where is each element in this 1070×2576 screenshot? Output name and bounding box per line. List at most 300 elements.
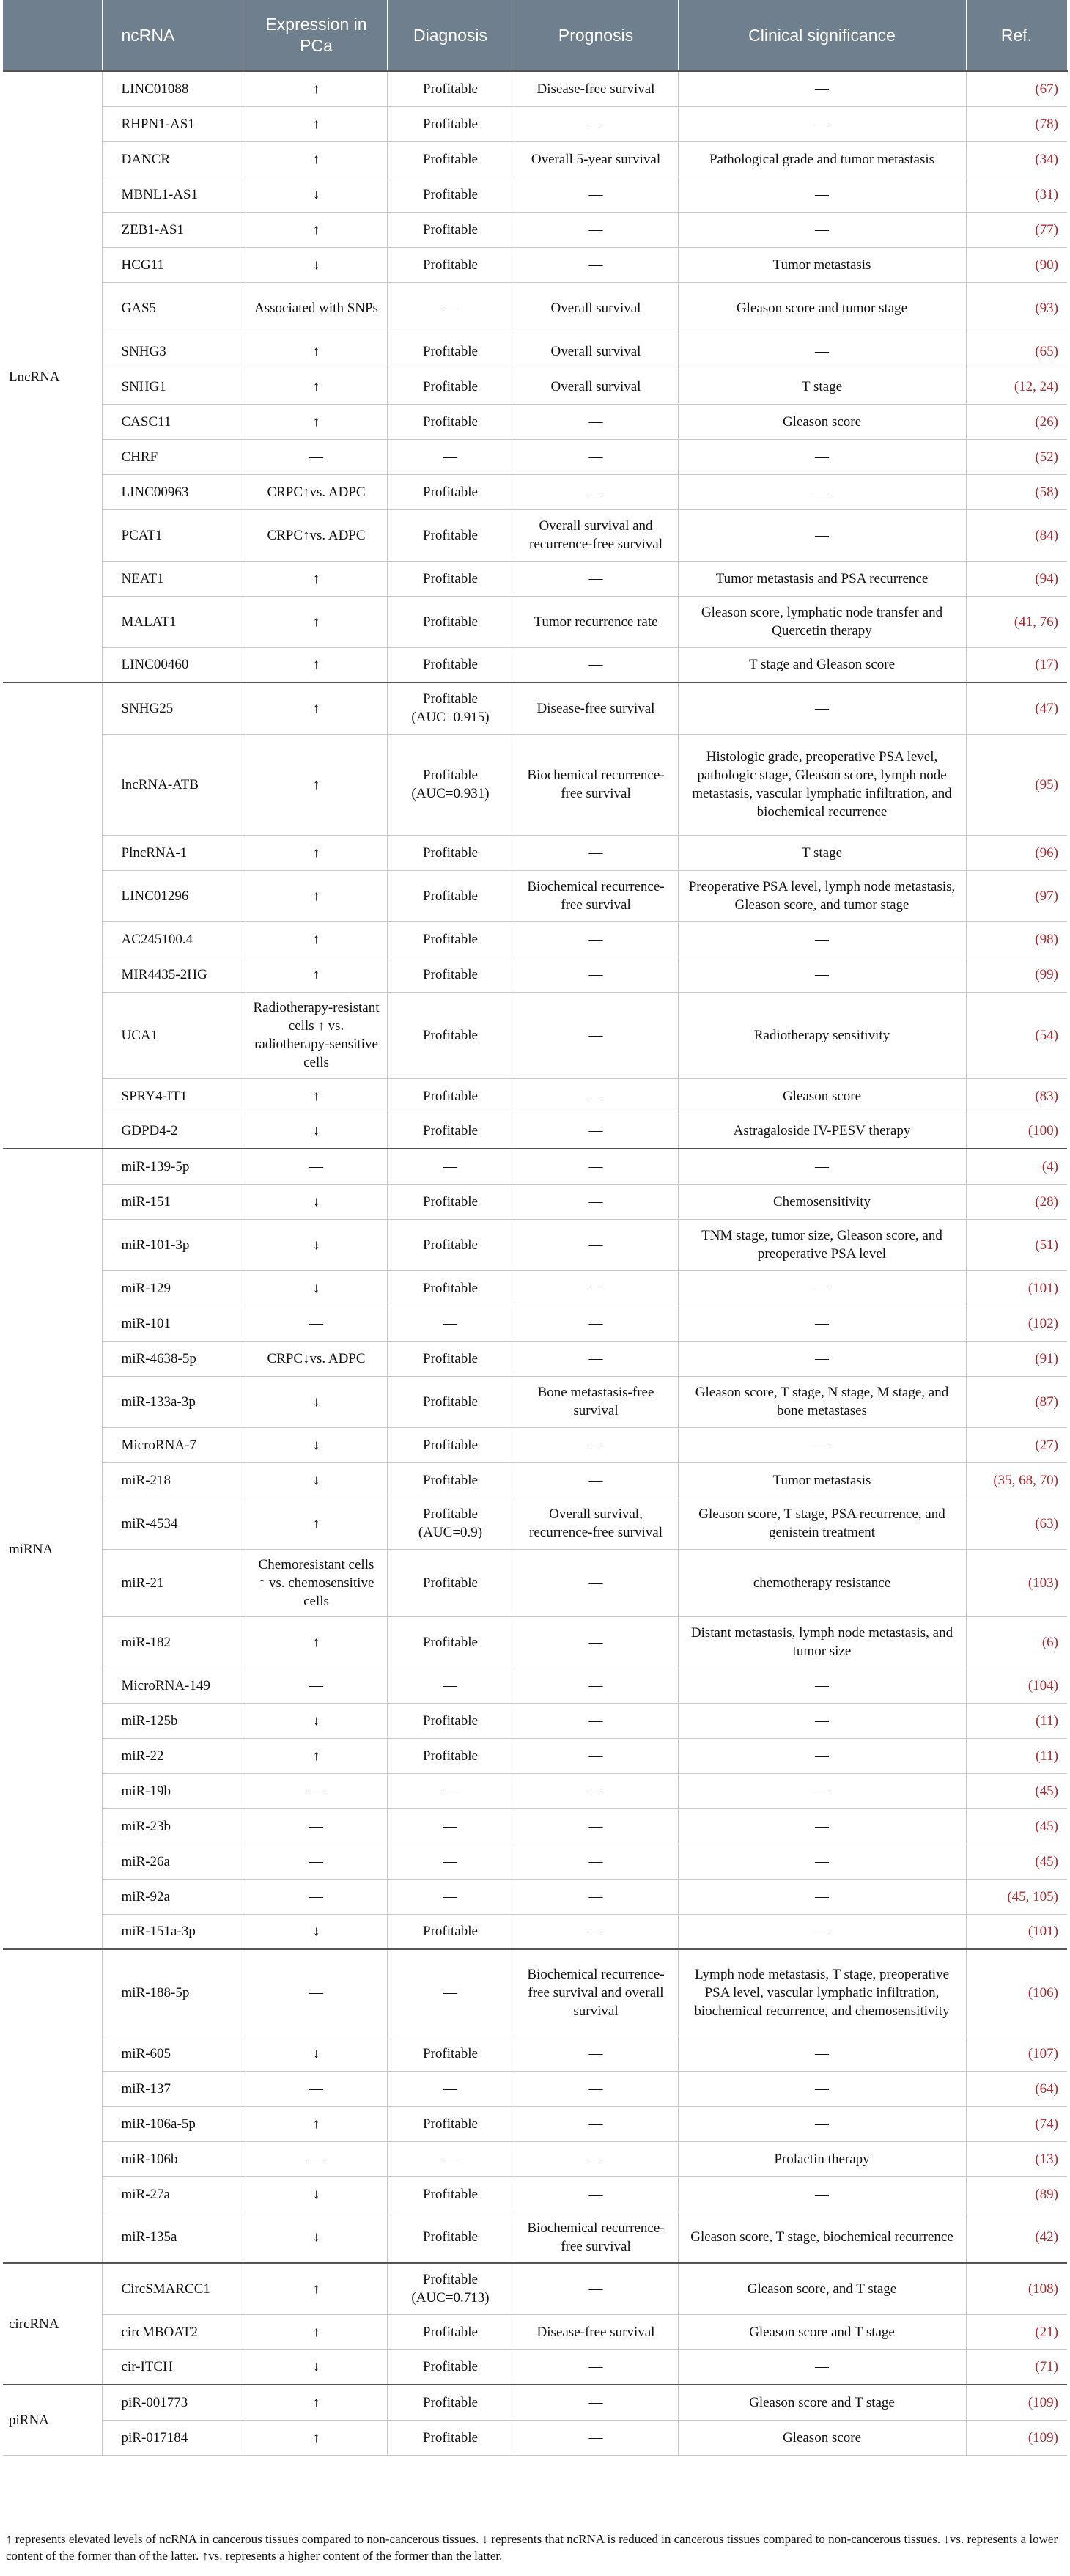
expression-cell: — [246,1149,387,1184]
diagnosis-cell: Profitable (AUC=0.9) [387,1498,514,1549]
table-row [3,1270,1067,1306]
category-cell: miRNA [3,1149,102,1949]
reference-cell: (27) [966,1427,1067,1462]
table-row [3,1949,1067,2036]
table-row [3,2212,1067,2263]
expression-cell: ↓ [246,177,387,212]
prognosis-cell: — [514,2071,678,2106]
table-row [3,1427,1067,1462]
table-row [3,1184,1067,1219]
ncrna-name-cell: miR-27a [102,2176,246,2212]
table-row [3,1462,1067,1498]
clinical-significance-cell: — [678,1341,966,1376]
diagnosis-cell: Profitable [387,2212,514,2263]
diagnosis-cell: Profitable [387,596,514,647]
prognosis-cell: — [514,404,678,439]
expression-cell: ↑ [246,921,387,957]
reference-cell: (35, 68, 70) [966,1462,1067,1498]
expression-cell: ↓ [246,1114,387,1149]
ncrna-name-cell: GAS5 [102,282,246,334]
ncrna-name-cell: miR-92a [102,1879,246,1914]
expression-cell: ↑ [246,682,387,734]
diagnosis-cell: — [387,1949,514,2036]
prognosis-cell: Overall 5-year survival [514,141,678,177]
prognosis-cell: — [514,1549,678,1616]
diagnosis-cell: Profitable [387,334,514,369]
prognosis-cell: Tumor recurrence rate [514,596,678,647]
category-cell: piRNA [3,2385,102,2455]
prognosis-cell: — [514,212,678,247]
reference-cell: (87) [966,1376,1067,1427]
expression-cell: ↓ [246,2176,387,2212]
ncrna-name-cell: MBNL1-AS1 [102,177,246,212]
table-row [3,2176,1067,2212]
ncrna-name-cell: miR-23b [102,1808,246,1844]
reference-cell: (77) [966,212,1067,247]
clinical-significance-cell: Gleason score and tumor stage [678,282,966,334]
ncrna-name-cell: SNHG3 [102,334,246,369]
clinical-significance-cell: Gleason score, T stage, biochemical recurrence [678,2212,966,2263]
ncrna-name-cell: MicroRNA-7 [102,1427,246,1462]
expression-cell: ↑ [246,1498,387,1549]
ncrna-name-cell: miR-133a-3p [102,1376,246,1427]
reference-cell: (45) [966,1808,1067,1844]
ncrna-name-cell: miR-106b [102,2141,246,2176]
clinical-significance-cell: Lymph node metastasis, T stage, preoperative PSA level, vascular lymphatic infiltration, biochemical recurrence, and chemosensitivity [678,1949,966,2036]
reference-cell: (21) [966,2314,1067,2349]
prognosis-cell: — [514,1738,678,1773]
expression-cell: — [246,439,387,474]
reference-cell: (26) [966,404,1067,439]
expression-cell: — [246,1773,387,1808]
expression-cell: — [246,1668,387,1703]
clinical-significance-cell: — [678,2176,966,2212]
expression-cell: ↑ [246,870,387,921]
diagnosis-cell: Profitable [387,71,514,106]
diagnosis-cell: Profitable [387,1738,514,1773]
reference-cell: (100) [966,1114,1067,1149]
prognosis-cell: — [514,177,678,212]
reference-cell: (104) [966,1668,1067,1703]
ncrna-name-cell: miR-129 [102,1270,246,1306]
category-cell: circRNA [3,2263,102,2385]
ncrna-name-cell: CASC11 [102,404,246,439]
ncrna-name-cell: MIR4435-2HG [102,957,246,992]
reference-cell: (99) [966,957,1067,992]
diagnosis-cell: Profitable [387,1703,514,1738]
reference-cell: (107) [966,2036,1067,2071]
clinical-significance-cell: — [678,106,966,141]
reference-cell: (63) [966,1498,1067,1549]
category-cell: LncRNA [3,71,102,682]
prognosis-cell: Biochemical recurrence-free survival [514,870,678,921]
diagnosis-cell: Profitable [387,1184,514,1219]
ncrna-name-cell: LINC00460 [102,647,246,682]
table-row [3,647,1067,682]
ncrna-name-cell: NEAT1 [102,561,246,596]
clinical-significance-cell: — [678,71,966,106]
diagnosis-cell: Profitable [387,2106,514,2141]
prognosis-cell: — [514,2176,678,2212]
prognosis-cell: Overall survival, recurrence-free survival [514,1498,678,1549]
prognosis-cell: — [514,247,678,282]
prognosis-cell: — [514,1879,678,1914]
reference-cell: (109) [966,2420,1067,2455]
ncrna-name-cell: ZEB1-AS1 [102,212,246,247]
table-row [3,2071,1067,2106]
ncrna-name-cell: miR-125b [102,1703,246,1738]
table-row [3,247,1067,282]
ncrna-name-cell: MicroRNA-149 [102,1668,246,1703]
expression-cell: ↑ [246,212,387,247]
diagnosis-cell: Profitable [387,474,514,509]
prognosis-cell: Biochemical recurrence-free survival and overall survival [514,1949,678,2036]
expression-cell: ↓ [246,1914,387,1949]
diagnosis-cell: Profitable [387,561,514,596]
diagnosis-cell: Profitable (AUC=0.931) [387,734,514,835]
table-row [3,1306,1067,1341]
diagnosis-cell: Profitable [387,369,514,404]
clinical-significance-cell: — [678,509,966,561]
clinical-significance-cell: Astragaloside IV-PESV therapy [678,1114,966,1149]
expression-cell: — [246,2071,387,2106]
reference-cell: (94) [966,561,1067,596]
clinical-significance-cell: Gleason score, T stage, N stage, M stage, and bone metastases [678,1376,966,1427]
ncrna-name-cell: LINC01088 [102,71,246,106]
prognosis-cell: — [514,1306,678,1341]
diagnosis-cell: Profitable [387,1270,514,1306]
table-row [3,1703,1067,1738]
diagnosis-cell: Profitable [387,835,514,870]
ncrna-name-cell: piR-001773 [102,2385,246,2420]
prognosis-cell: — [514,1270,678,1306]
table-row [3,1844,1067,1879]
clinical-significance-cell: Prolactin therapy [678,2141,966,2176]
clinical-significance-cell: Tumor metastasis [678,247,966,282]
ncrna-name-cell: miR-22 [102,1738,246,1773]
ncrna-name-cell: lncRNA-ATB [102,734,246,835]
expression-cell: CRPC↑vs. ADPC [246,474,387,509]
prognosis-cell: Disease-free survival [514,71,678,106]
diagnosis-cell: Profitable [387,212,514,247]
diagnosis-cell: Profitable [387,1616,514,1668]
clinical-significance-cell: — [678,1738,966,1773]
expression-cell: ↑ [246,957,387,992]
ncrna-name-cell: circMBOAT2 [102,2314,246,2349]
clinical-significance-cell: — [678,1844,966,1879]
reference-cell: (95) [966,734,1067,835]
table-row [3,921,1067,957]
expression-cell: Chemoresistant cells ↑ vs. chemosensitive cells [246,1549,387,1616]
reference-cell: (78) [966,106,1067,141]
clinical-significance-cell: chemotherapy resistance [678,1549,966,1616]
clinical-significance-cell: Distant metastasis, lymph node metastasis, and tumor size [678,1616,966,1668]
diagnosis-cell: Profitable [387,177,514,212]
expression-cell: — [246,1808,387,1844]
prognosis-cell: — [514,1341,678,1376]
diagnosis-cell: Profitable [387,2036,514,2071]
diagnosis-cell: Profitable [387,2385,514,2420]
prognosis-cell: — [514,2385,678,2420]
table-body [3,71,1067,2455]
diagnosis-cell: Profitable [387,992,514,1078]
expression-cell: ↑ [246,1078,387,1114]
expression-cell: — [246,2141,387,2176]
diagnosis-cell: Profitable [387,404,514,439]
diagnosis-cell: — [387,439,514,474]
header-clinical-significance: Clinical significance [678,0,966,71]
ncrna-name-cell: miR-26a [102,1844,246,1879]
prognosis-cell: — [514,1149,678,1184]
table-row [3,282,1067,334]
expression-cell: ↑ [246,596,387,647]
clinical-significance-cell: — [678,474,966,509]
reference-cell: (74) [966,2106,1067,2141]
header-row [3,0,1067,71]
expression-cell: ↑ [246,2263,387,2314]
expression-cell: ↓ [246,2212,387,2263]
prognosis-cell: — [514,1773,678,1808]
expression-cell: ↑ [246,404,387,439]
prognosis-cell: Bone metastasis-free survival [514,1376,678,1427]
diagnosis-cell: Profitable [387,106,514,141]
diagnosis-cell: Profitable (AUC=0.915) [387,682,514,734]
diagnosis-cell: Profitable (AUC=0.713) [387,2263,514,2314]
ncrna-name-cell: GDPD4-2 [102,1114,246,1149]
table-row [3,1914,1067,1949]
clinical-significance-cell: Radiotherapy sensitivity [678,992,966,1078]
reference-cell: (101) [966,1914,1067,1949]
ncrna-name-cell: RHPN1-AS1 [102,106,246,141]
header-expression: Expression in PCa [246,0,387,71]
reference-cell: (109) [966,2385,1067,2420]
reference-cell: (102) [966,1306,1067,1341]
clinical-significance-cell: — [678,2349,966,2385]
expression-cell: CRPC↑vs. ADPC [246,509,387,561]
ncrna-name-cell: SNHG1 [102,369,246,404]
reference-cell: (65) [966,334,1067,369]
reference-cell: (4) [966,1149,1067,1184]
reference-cell: (108) [966,2263,1067,2314]
diagnosis-cell: Profitable [387,870,514,921]
diagnosis-cell: Profitable [387,1549,514,1616]
header-diagnosis: Diagnosis [387,0,514,71]
prognosis-cell: — [514,2036,678,2071]
expression-cell: ↓ [246,1376,387,1427]
table-row [3,1341,1067,1376]
clinical-significance-cell: Gleason score [678,404,966,439]
clinical-significance-cell: — [678,1668,966,1703]
ncrna-name-cell: miR-4534 [102,1498,246,1549]
ncrna-name-cell: miR-605 [102,2036,246,2071]
prognosis-cell: Biochemical recurrence-free survival [514,2212,678,2263]
expression-cell: ↓ [246,1184,387,1219]
reference-cell: (6) [966,1616,1067,1668]
diagnosis-cell: Profitable [387,141,514,177]
diagnosis-cell: Profitable [387,509,514,561]
reference-cell: (58) [966,474,1067,509]
ncrna-name-cell: CHRF [102,439,246,474]
expression-cell: ↓ [246,1270,387,1306]
ncrna-name-cell: miR-135a [102,2212,246,2263]
table-row [3,2420,1067,2455]
diagnosis-cell: Profitable [387,1341,514,1376]
diagnosis-cell: Profitable [387,1114,514,1149]
reference-cell: (45, 105) [966,1879,1067,1914]
table-row [3,439,1067,474]
expression-cell: ↑ [246,734,387,835]
expression-cell: CRPC↓vs. ADPC [246,1341,387,1376]
prognosis-cell: Overall survival [514,334,678,369]
prognosis-cell: — [514,561,678,596]
table-row [3,2106,1067,2141]
clinical-significance-cell: Gleason score and T stage [678,2314,966,2349]
table-row [3,1879,1067,1914]
diagnosis-cell: Profitable [387,247,514,282]
diagnosis-cell: — [387,1149,514,1184]
prognosis-cell: — [514,1703,678,1738]
prognosis-cell: — [514,1114,678,1149]
diagnosis-cell: — [387,1306,514,1341]
ncrna-name-cell: LINC00963 [102,474,246,509]
clinical-significance-cell: — [678,1149,966,1184]
table-row [3,369,1067,404]
table-row [3,2314,1067,2349]
clinical-significance-cell: Tumor metastasis [678,1462,966,1498]
table-row [3,1549,1067,1616]
reference-cell: (106) [966,1949,1067,2036]
reference-cell: (84) [966,509,1067,561]
ncrna-name-cell: miR-137 [102,2071,246,2106]
reference-cell: (42) [966,2212,1067,2263]
clinical-significance-cell: Preoperative PSA level, lymph node metastasis, Gleason score, and tumor stage [678,870,966,921]
expression-cell: ↑ [246,141,387,177]
ncrna-name-cell: UCA1 [102,992,246,1078]
expression-cell: Radiotherapy-resistant cells ↑ vs. radiotherapy-sensitive cells [246,992,387,1078]
prognosis-cell: — [514,474,678,509]
clinical-significance-cell: — [678,957,966,992]
ncrna-name-cell: miR-4638-5p [102,1341,246,1376]
clinical-significance-cell: TNM stage, tumor size, Gleason score, and preoperative PSA level [678,1219,966,1270]
expression-cell: ↑ [246,2420,387,2455]
table-row [3,835,1067,870]
clinical-significance-cell: — [678,1914,966,1949]
prognosis-cell: — [514,1078,678,1114]
table-row [3,561,1067,596]
expression-cell: ↑ [246,2385,387,2420]
table-row [3,2141,1067,2176]
diagnosis-cell: Profitable [387,957,514,992]
expression-cell: ↑ [246,2106,387,2141]
ncrna-name-cell: LINC01296 [102,870,246,921]
clinical-significance-cell: — [678,2071,966,2106]
expression-cell: ↓ [246,2349,387,2385]
clinical-significance-cell: — [678,1773,966,1808]
ncrna-name-cell: PCAT1 [102,509,246,561]
reference-cell: (34) [966,141,1067,177]
diagnosis-cell: Profitable [387,921,514,957]
prognosis-cell: — [514,2420,678,2455]
expression-cell: ↑ [246,106,387,141]
table-row [3,957,1067,992]
table-row [3,334,1067,369]
clinical-significance-cell: — [678,921,966,957]
table-row [3,1808,1067,1844]
prognosis-cell: Overall survival [514,369,678,404]
expression-cell: ↓ [246,1219,387,1270]
ncrna-name-cell: CircSMARCC1 [102,2263,246,2314]
diagnosis-cell: — [387,1668,514,1703]
prognosis-cell: — [514,1844,678,1879]
clinical-significance-cell: Gleason score [678,1078,966,1114]
diagnosis-cell: Profitable [387,2314,514,2349]
table-footnote: ↑ represents elevated levels of ncRNA in cancerous tissues compared to non-cancerous tissues. ↓ represents that ncRNA is reduced in cancerous tissues compared to non-cancerous tissues. ↓vs. represents a lower content of the former than of the latter. ↑vs. represents a higher content of the former than the latter. [6,2532,1058,2563]
ncrna-table [3,0,1068,2456]
ncrna-name-cell: miR-151 [102,1184,246,1219]
prognosis-cell: — [514,1668,678,1703]
prognosis-cell: — [514,439,678,474]
expression-cell: — [246,1306,387,1341]
table-row [3,1149,1067,1184]
ncrna-name-cell: miR-151a-3p [102,1914,246,1949]
reference-cell: (98) [966,921,1067,957]
table-row [3,2036,1067,2071]
ncrna-name-cell: miR-19b [102,1773,246,1808]
ncrna-name-cell: SNHG25 [102,682,246,734]
diagnosis-cell: Profitable [387,1376,514,1427]
prognosis-cell: — [514,835,678,870]
table-row [3,1616,1067,1668]
table-row [3,1376,1067,1427]
expression-cell: ↓ [246,2036,387,2071]
clinical-significance-cell: — [678,2036,966,2071]
prognosis-cell: — [514,106,678,141]
table-row [3,474,1067,509]
reference-cell: (91) [966,1341,1067,1376]
prognosis-cell: — [514,1427,678,1462]
diagnosis-cell: — [387,1879,514,1914]
clinical-significance-cell: — [678,439,966,474]
table-row [3,404,1067,439]
expression-cell: ↓ [246,1703,387,1738]
expression-cell: ↑ [246,561,387,596]
diagnosis-cell: Profitable [387,1219,514,1270]
clinical-significance-cell: T stage [678,369,966,404]
table-row [3,870,1067,921]
expression-cell: Associated with SNPs [246,282,387,334]
diagnosis-cell: Profitable [387,2176,514,2212]
expression-cell: ↑ [246,1738,387,1773]
clinical-significance-cell: — [678,334,966,369]
reference-cell: (93) [966,282,1067,334]
prognosis-cell: — [514,1184,678,1219]
diagnosis-cell: — [387,2071,514,2106]
table-row [3,1114,1067,1149]
clinical-significance-cell: — [678,1306,966,1341]
prognosis-cell: — [514,2349,678,2385]
expression-cell: ↓ [246,1427,387,1462]
diagnosis-cell: Profitable [387,2420,514,2455]
clinical-significance-cell: — [678,682,966,734]
table-row [3,1498,1067,1549]
ncrna-name-cell: AC245100.4 [102,921,246,957]
clinical-significance-cell: — [678,1427,966,1462]
prognosis-cell: — [514,1462,678,1498]
prognosis-cell: — [514,2141,678,2176]
reference-cell: (52) [966,439,1067,474]
expression-cell: ↓ [246,1462,387,1498]
clinical-significance-cell: Chemosensitivity [678,1184,966,1219]
